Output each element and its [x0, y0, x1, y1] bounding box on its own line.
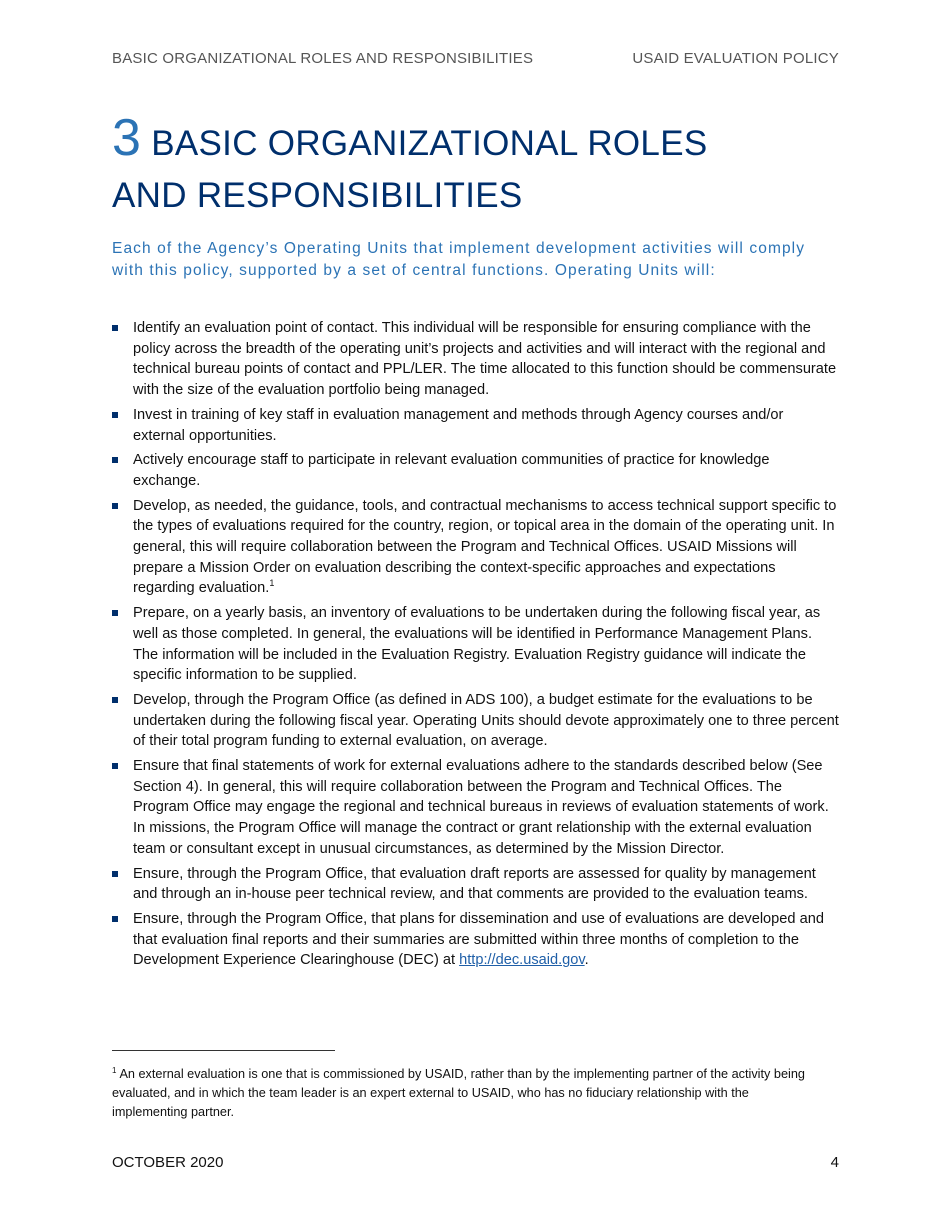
- list-item: [112, 756, 839, 860]
- footnote-divider: [112, 1050, 335, 1051]
- square-bullet-icon: [112, 610, 118, 616]
- square-bullet-icon: [112, 916, 118, 922]
- square-bullet-icon: [112, 325, 118, 331]
- list-item: [112, 909, 839, 971]
- square-bullet-icon: [112, 871, 118, 877]
- square-bullet-icon: [112, 457, 118, 463]
- chapter-title-line2: AND RESPONSIBILITIES: [112, 176, 523, 215]
- footnote: [112, 1061, 824, 1122]
- list-item-text: Invest in training of key staff in evaluation management and methods through Agency courses and/or external opportunities.: [133, 406, 784, 444]
- list-item: [112, 496, 839, 600]
- page-number: 4: [830, 1154, 839, 1171]
- list-item: [112, 318, 839, 401]
- footnote-text: An external evaluation is one that is commissioned by USAID, rather than by the implementing partner of the activity being evaluated, and in which the team leader is an expert external to USAID, who has no fiduciary relationship with the implementing partner.: [112, 1067, 805, 1120]
- dec-link[interactable]: http://dec.usaid.gov: [459, 952, 585, 969]
- page-footer: [112, 1154, 839, 1171]
- running-header-section: BASIC ORGANIZATIONAL ROLES AND RESPONSIBILITIES: [112, 50, 534, 67]
- list-item-text: Ensure, through the Program Office, that plans for dissemination and use of evaluations are developed and that evaluation final reports and their summaries are submitted within three months of completion to the Development Experience Clearinghouse (DEC) at: [133, 910, 824, 969]
- running-header: [112, 50, 839, 67]
- list-item-text: Ensure that final statements of work for external evaluations adhere to the standards described below (See Section 4). In general, this will require collaboration between the Program and Technical Offices. The Program Office may engage the regional and technical bureaus in reviews of evaluation statements of work. In missions, the Program Office will manage the contract or grant relationship with the external evaluation team or consultant except in unusual circumstances, as determined by the Mission Director.: [133, 758, 829, 857]
- chapter-number: 3: [112, 109, 142, 167]
- chapter-title-line1: BASIC ORGANIZATIONAL ROLES: [151, 124, 708, 163]
- footnote-marker: 1: [112, 1066, 117, 1075]
- link-trailing-period: .: [584, 952, 589, 969]
- list-item-text: Ensure, through the Program Office, that evaluation draft reports are assessed for quality by management and through an in-house peer technical review, and that comments are provided to the evaluation teams.: [133, 865, 816, 903]
- list-item: [112, 603, 839, 686]
- square-bullet-icon: [112, 503, 118, 509]
- square-bullet-icon: [112, 412, 118, 418]
- list-item-text: Identify an evaluation point of contact. This individual will be responsible for ensuring compliance with the policy across the breadth of the operating unit’s projects and activities and will interact with the regional and technical bureau points of contact and PPL/LER. The time allocated to this function should be commensurate with the size of the evaluation portfolio being managed.: [133, 320, 837, 399]
- square-bullet-icon: [112, 697, 118, 703]
- footnote-reference[interactable]: 1: [269, 578, 275, 589]
- responsibilities-list: [112, 318, 839, 975]
- running-header-document: USAID EVALUATION POLICY: [632, 50, 839, 67]
- footer-date: OCTOBER 2020: [112, 1154, 224, 1171]
- list-item-text: Develop, as needed, the guidance, tools, and contractual mechanisms to access technical support specific to the types of evaluations required for the country, region, or topical area in the domain of the operating unit. In general, this will require collaboration between the Program and Technical Offices. USAID Missions will prepare a Mission Order on evaluation describing the context-specific approaches and expectations regarding evaluation.: [133, 497, 837, 597]
- list-item-text: Actively encourage staff to participate in relevant evaluation communities of practice for knowledge exchange.: [133, 452, 770, 489]
- intro-paragraph: Each of the Agency’s Operating Units that implement development activities will comply with this policy, supported by a set of central functions. Operating Units will:: [112, 240, 806, 279]
- square-bullet-icon: [112, 763, 118, 769]
- list-item: [112, 690, 839, 752]
- list-item-text: Prepare, on a yearly basis, an inventory of evaluations to be undertaken during the following fiscal year, as well as those completed. In general, the evaluations will be identified in Performance Management Plans. The information will be included in the Evaluation Registry. Evaluation Registry guidance will indicate the specific information to be supplied.: [133, 605, 821, 684]
- list-item: [112, 864, 839, 905]
- list-item: [112, 450, 839, 491]
- list-item-text: Develop, through the Program Office (as defined in ADS 100), a budget estimate for the evaluations to be undertaken during the following fiscal year. Operating Units should devote approximately one to three percent of their total program funding to external evaluation, on average.: [133, 691, 839, 750]
- list-item: [112, 405, 839, 446]
- chapter-title: [112, 109, 852, 222]
